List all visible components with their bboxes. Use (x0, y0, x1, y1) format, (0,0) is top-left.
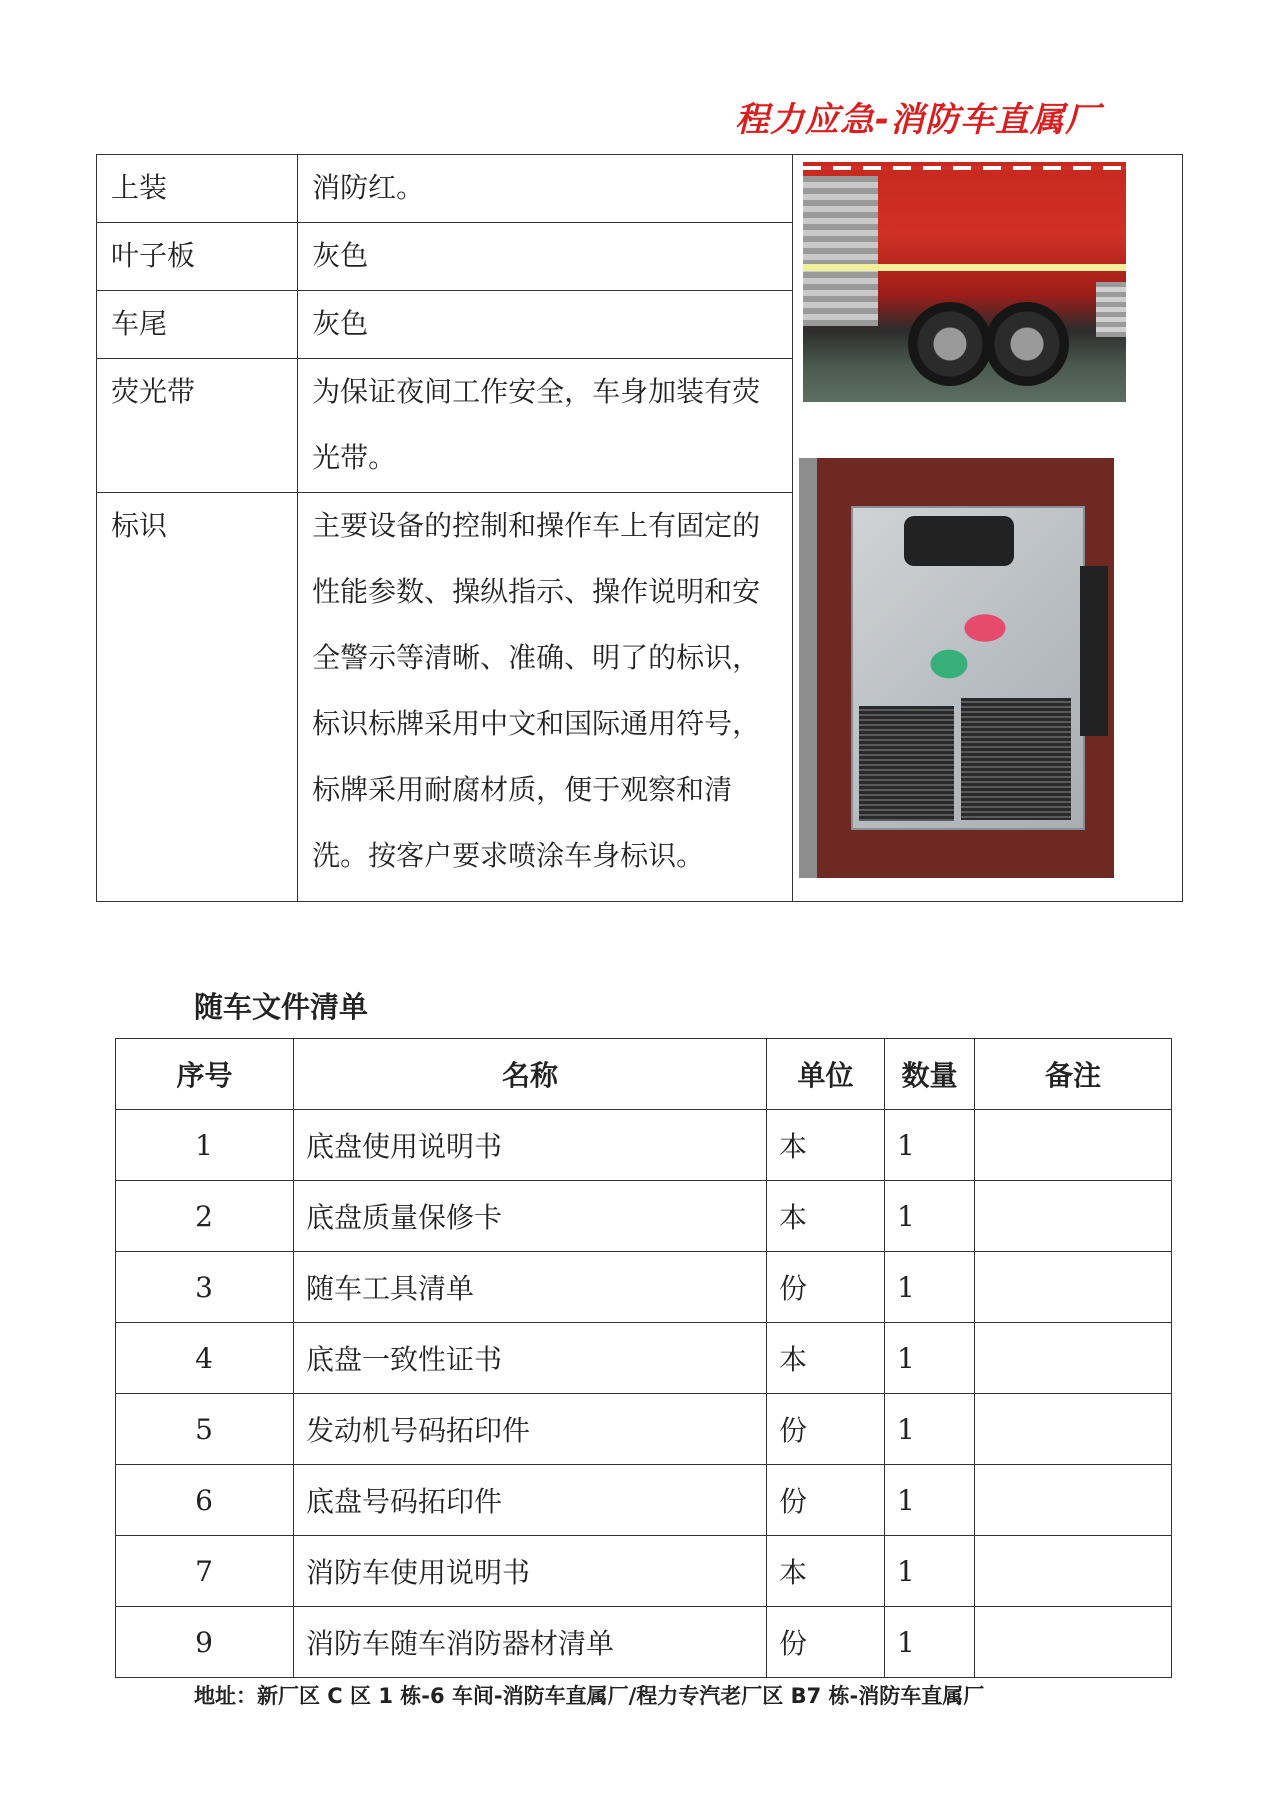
truck-side-photo (803, 162, 1126, 402)
cell-remark (975, 1252, 1172, 1323)
photo-cell (792, 155, 1182, 902)
cell-quantity: 1 (885, 1323, 975, 1394)
cell-unit: 本 (767, 1110, 885, 1181)
spec-table (96, 154, 1183, 902)
cell-unit: 本 (767, 1181, 885, 1252)
cell-index: 3 (116, 1252, 294, 1323)
footer-address: 地址：新厂区 C 区 1 栋-6 车间-消防车直属厂/程力专汽老厂区 B7 栋-消防车直属厂 (194, 1684, 985, 1708)
table-row (116, 1394, 1172, 1465)
spec-value: 灰色 (298, 223, 793, 291)
cell-remark (975, 1394, 1172, 1465)
table-row (116, 1181, 1172, 1252)
cell-quantity: 1 (885, 1110, 975, 1181)
section-title: 随车文件清单 (194, 990, 369, 1024)
spec-value: 主要设备的控制和操作车上有固定的性能参数、操纵指示、操作说明和安全警示等清晰、准确、明了的标识，标识标牌采用中文和国际通用符号，标牌采用耐腐材质，便于观察和清洗。按客户要求喷涂车身标识。 (298, 493, 793, 902)
header-unit: 单位 (767, 1039, 885, 1110)
cell-quantity: 1 (885, 1607, 975, 1678)
cell-quantity: 1 (885, 1536, 975, 1607)
cell-unit: 本 (767, 1536, 885, 1607)
cell-name: 消防车随车消防器材清单 (294, 1607, 767, 1678)
cell-unit: 本 (767, 1323, 885, 1394)
spec-label: 车尾 (97, 291, 298, 359)
cell-unit: 份 (767, 1252, 885, 1323)
cell-quantity: 1 (885, 1181, 975, 1252)
cell-name: 底盘一致性证书 (294, 1323, 767, 1394)
cell-remark (975, 1536, 1172, 1607)
cell-index: 7 (116, 1536, 294, 1607)
table-row (116, 1536, 1172, 1607)
cell-remark (975, 1110, 1172, 1181)
table-header-row (116, 1039, 1172, 1110)
table-row (116, 1465, 1172, 1536)
cell-name: 底盘使用说明书 (294, 1110, 767, 1181)
spec-value: 消防红。 (298, 155, 793, 223)
brand-title: 程力应急-消防车直属厂 (735, 100, 1101, 140)
cell-remark (975, 1465, 1172, 1536)
cell-name: 消防车使用说明书 (294, 1536, 767, 1607)
cell-unit: 份 (767, 1607, 885, 1678)
header-name: 名称 (294, 1039, 767, 1110)
cell-name: 底盘质量保修卡 (294, 1181, 767, 1252)
cell-quantity: 1 (885, 1394, 975, 1465)
document-list-table (115, 1038, 1172, 1678)
cell-name: 底盘号码拓印件 (294, 1465, 767, 1536)
cell-index: 2 (116, 1181, 294, 1252)
table-row (116, 1607, 1172, 1678)
cell-quantity: 1 (885, 1465, 975, 1536)
spec-value: 灰色 (298, 291, 793, 359)
cell-index: 9 (116, 1607, 294, 1678)
spec-label: 叶子板 (97, 223, 298, 291)
spec-label: 荧光带 (97, 359, 298, 493)
spec-label: 标识 (97, 493, 298, 902)
table-row (116, 1110, 1172, 1181)
table-row (116, 1252, 1172, 1323)
cell-unit: 份 (767, 1465, 885, 1536)
cell-index: 5 (116, 1394, 294, 1465)
control-panel-photo (799, 458, 1114, 878)
header-index: 序号 (116, 1039, 294, 1110)
cell-quantity: 1 (885, 1252, 975, 1323)
header-quantity: 数量 (885, 1039, 975, 1110)
cell-index: 6 (116, 1465, 294, 1536)
cell-index: 1 (116, 1110, 294, 1181)
cell-name: 发动机号码拓印件 (294, 1394, 767, 1465)
header-remark: 备注 (975, 1039, 1172, 1110)
cell-index: 4 (116, 1323, 294, 1394)
spec-value: 为保证夜间工作安全，车身加装有荧光带。 (298, 359, 793, 493)
cell-remark (975, 1181, 1172, 1252)
cell-remark (975, 1323, 1172, 1394)
cell-unit: 份 (767, 1394, 885, 1465)
table-row (116, 1323, 1172, 1394)
cell-name: 随车工具清单 (294, 1252, 767, 1323)
spec-label: 上装 (97, 155, 298, 223)
cell-remark (975, 1607, 1172, 1678)
